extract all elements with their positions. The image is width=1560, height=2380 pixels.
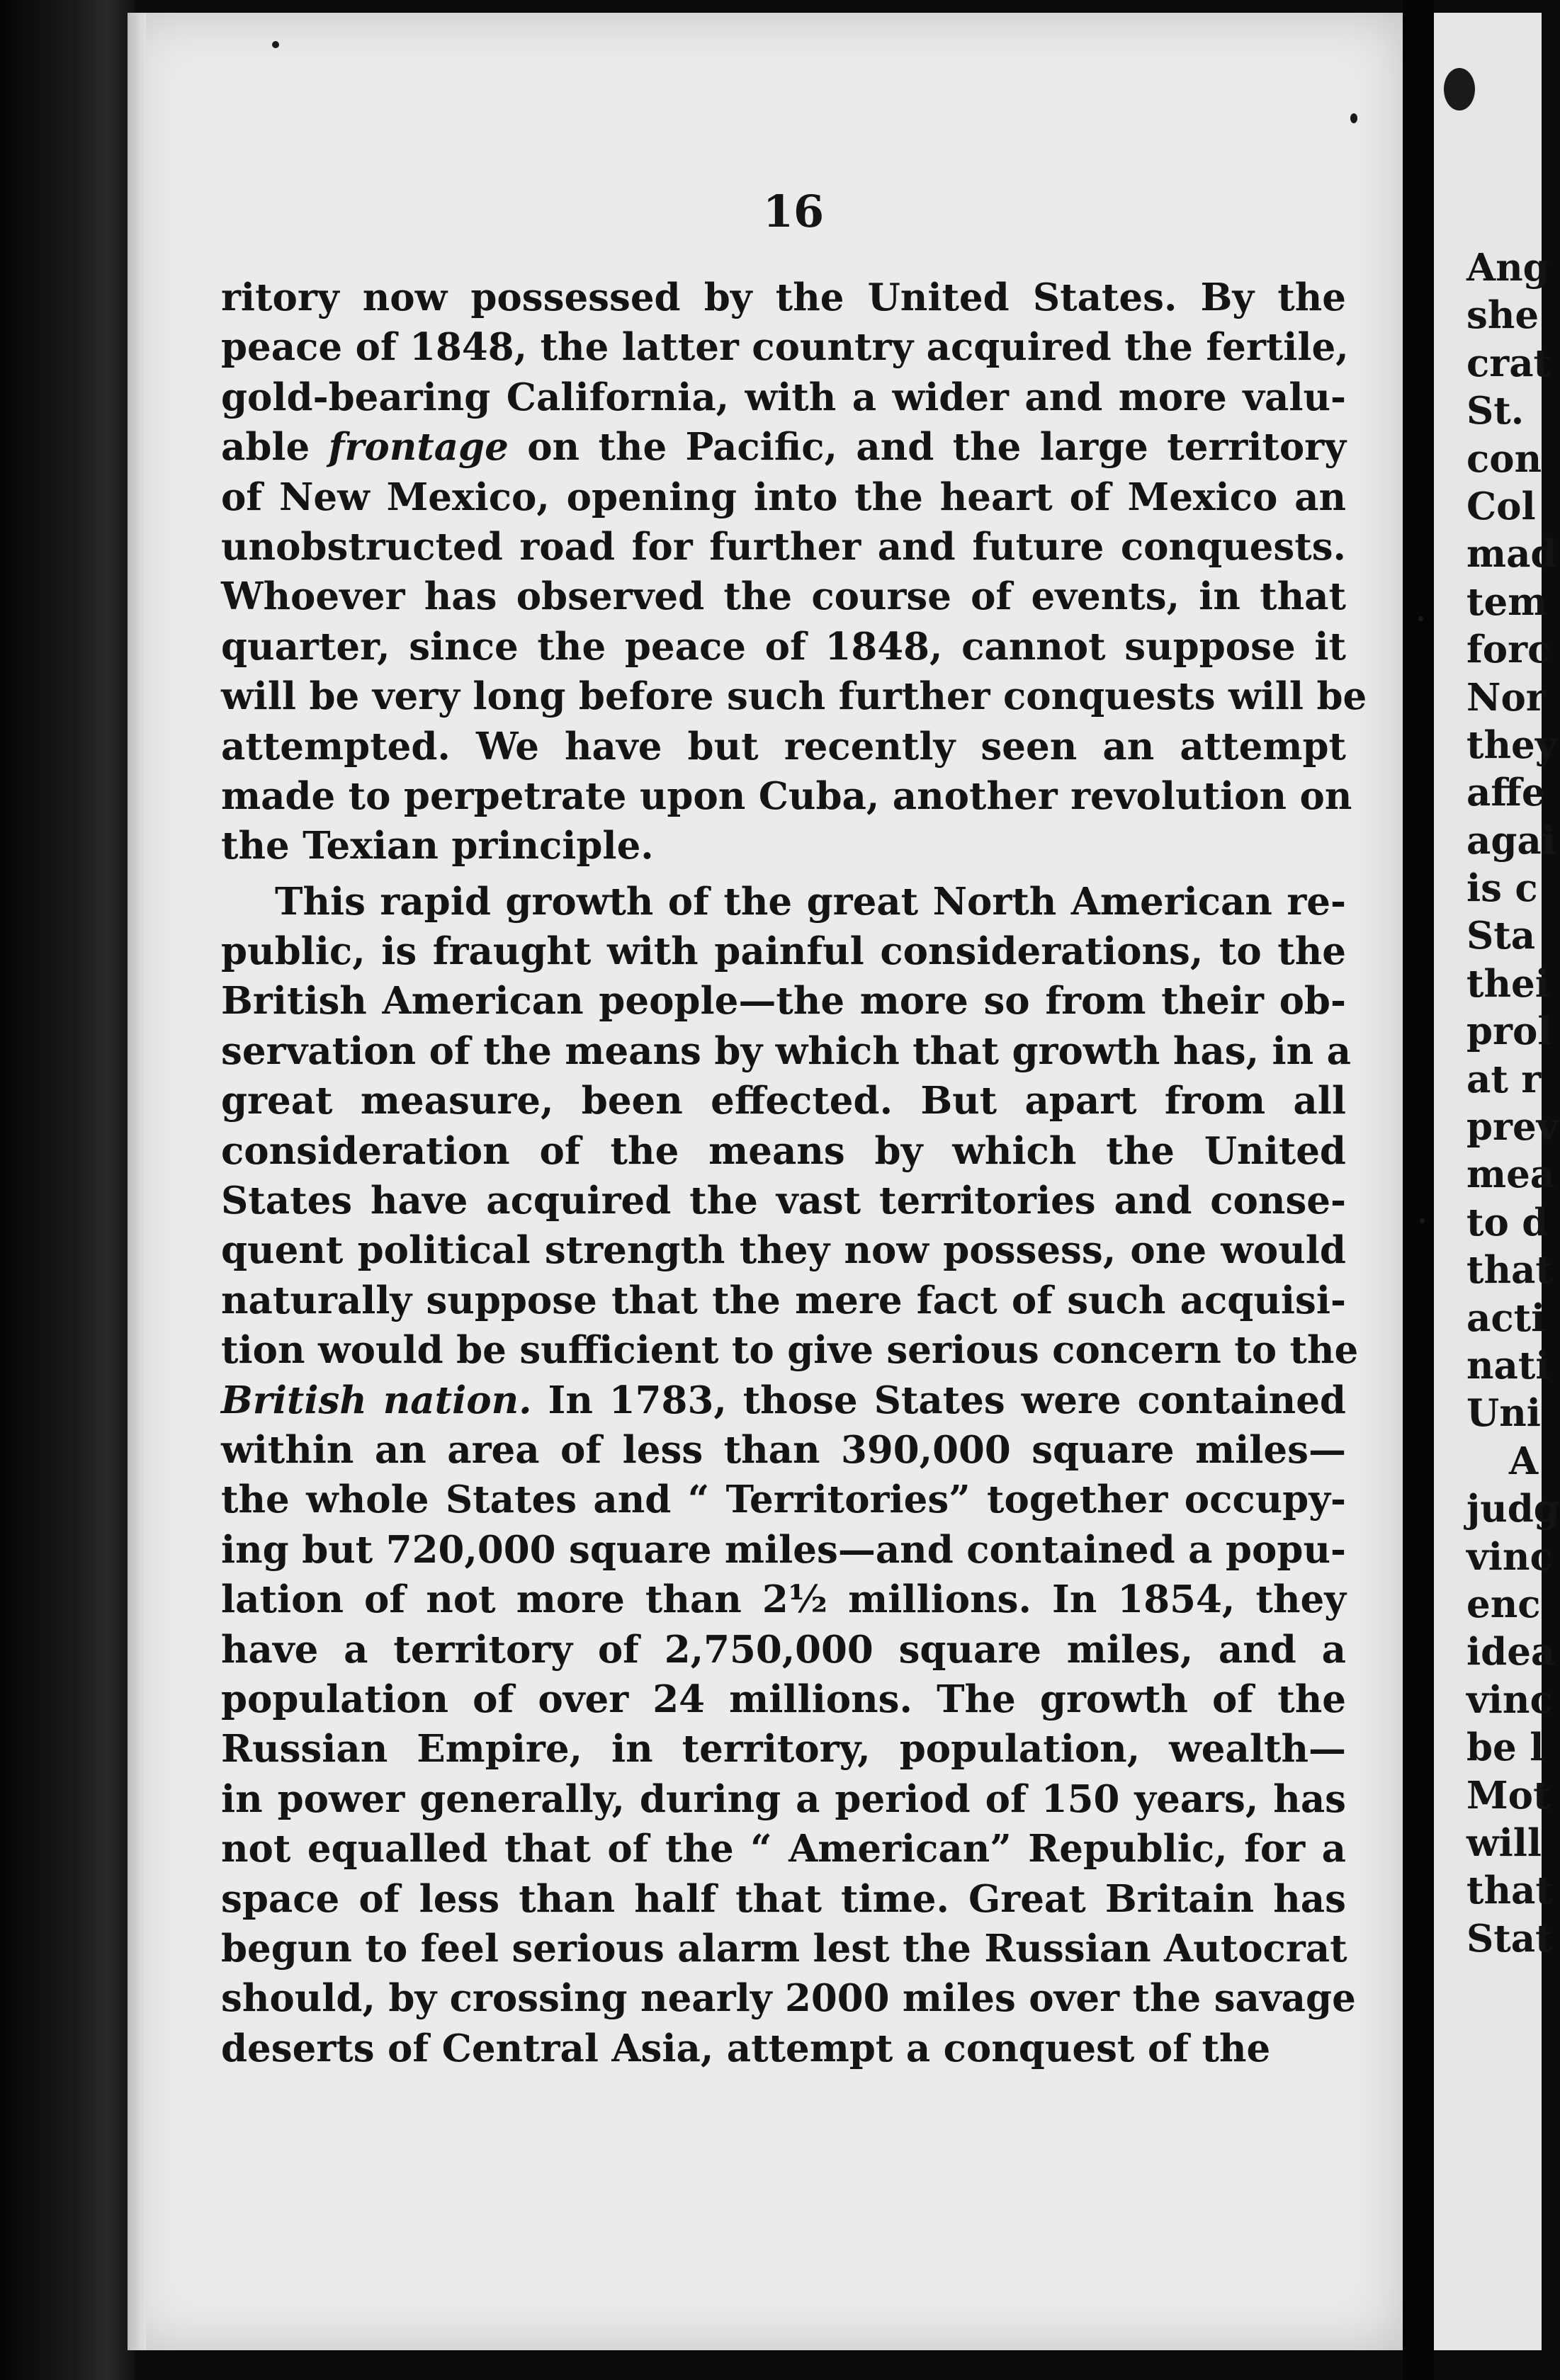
facing-text-line: acti — [1466, 1296, 1546, 1340]
italic-phrase: British nation. — [221, 1378, 532, 1422]
facing-text-line: vinc — [1466, 1534, 1553, 1579]
facing-text-line: that — [1466, 1869, 1553, 1913]
page-gutter — [1403, 0, 1434, 2380]
text-line: gold-bearing California, with a wider and more valu- — [221, 375, 1346, 419]
book-spine-shadow — [0, 0, 135, 2380]
facing-text-line: con — [1466, 436, 1542, 481]
facing-text-line: prol — [1466, 1009, 1552, 1054]
text-line: This rapid growth of the great North American re- — [275, 879, 1346, 924]
text-line: Whoever has observed the course of events, in that — [221, 574, 1346, 619]
text-line: quarter, since the peace of 1848, cannot suppose it — [221, 624, 1346, 669]
text-segment: In 1783, those States were contained — [531, 1378, 1346, 1422]
facing-text-line: St. — [1466, 389, 1525, 434]
text-line: deserts of Central Asia, attempt a conquest of the — [221, 2026, 1271, 2070]
text-line: British American people—the more so from their ob- — [221, 979, 1346, 1024]
text-line: ritory now possessed by the United States. By the — [221, 276, 1346, 319]
text-line: in power generally, during a period of 150 years, has — [221, 1776, 1346, 1821]
text-line: great measure, been effected. But apart from all — [221, 1079, 1346, 1123]
facing-text-line: tem — [1466, 579, 1548, 624]
facing-text-line: Uni — [1466, 1391, 1541, 1436]
facing-text-line: Stat — [1466, 1916, 1553, 1961]
text-line — [221, 1376, 1346, 1425]
page-number: 16 — [762, 186, 825, 237]
facing-text-line: judg — [1466, 1487, 1560, 1531]
text-line: public, is fraught with painful considerations, to the — [221, 929, 1346, 974]
text-line: the Texian principle. — [221, 824, 654, 868]
facing-text-line: Mot — [1466, 1773, 1551, 1818]
facing-text-line: to d — [1466, 1200, 1549, 1245]
text-line: peace of 1848, the latter country acquired the fertile, — [221, 325, 1349, 370]
text-line: of New Mexico, opening into the heart of Mexico an — [221, 475, 1346, 519]
text-line: consideration of the means by which the United — [221, 1128, 1346, 1173]
facing-text-line: mad — [1466, 532, 1557, 577]
text-line: the whole States and “ Territories” together occupy- — [221, 1478, 1346, 1522]
facing-text-line: affe — [1466, 771, 1546, 815]
body-text — [221, 273, 1367, 2073]
facing-text-line: vinc — [1466, 1677, 1553, 1722]
text-line: will be very long before such further conquests will be — [221, 674, 1367, 719]
text-line: within an area of less than 390,000 square miles— — [221, 1427, 1346, 1472]
facing-text-line: idea — [1466, 1630, 1556, 1674]
facing-text-line: A — [1509, 1439, 1539, 1483]
facing-text-line: that — [1466, 1248, 1553, 1293]
text-segment: on the Pacific, and the large territory — [508, 425, 1346, 470]
text-line: space of less than half that time. Great Britain has — [221, 1876, 1346, 1921]
facing-text-line: will — [1466, 1820, 1542, 1865]
text-line: made to perpetrate upon Cuba, another revolution on — [221, 774, 1352, 818]
text-line: unobstructed road for further and future conquests. — [221, 524, 1346, 569]
text-segment: able — [221, 425, 329, 470]
facing-text-line: is c — [1466, 866, 1538, 911]
facing-text-line: be l — [1466, 1726, 1544, 1770]
ink-speck — [272, 41, 279, 48]
text-line: quent political strength they now possess, one would — [221, 1228, 1346, 1273]
facing-text-line: Ang — [1466, 246, 1549, 290]
facing-text-line: Sta — [1466, 914, 1536, 958]
ink-speck — [1444, 68, 1475, 110]
facing-text-line: prev — [1466, 1105, 1559, 1150]
text-line: attempted. We have but recently seen an attempt — [221, 724, 1346, 769]
ink-speck — [1350, 113, 1357, 123]
text-line: naturally suppose that the mere fact of such acquisi- — [221, 1278, 1346, 1322]
text-line: population of over 24 millions. The growth of the — [221, 1677, 1346, 1721]
text-line: ing but 720,000 square miles—and contained a popu- — [221, 1527, 1346, 1572]
text-line: have a territory of 2,750,000 square miles, and a — [221, 1627, 1346, 1672]
facing-text-line: Col — [1466, 484, 1536, 528]
facing-text-line: they — [1466, 722, 1557, 767]
text-line — [221, 422, 1346, 472]
italic-phrase: frontage — [328, 425, 509, 470]
text-line: should, by crossing nearly 2000 miles over the savage — [221, 1976, 1356, 2021]
facing-text-line: nati — [1466, 1343, 1550, 1388]
ink-speck — [1420, 1218, 1425, 1223]
ink-speck — [1418, 616, 1423, 621]
facing-text-line: she — [1466, 293, 1539, 338]
text-line: servation of the means by which that growth has, in a — [221, 1028, 1351, 1073]
facing-text-line: at r — [1466, 1057, 1542, 1101]
facing-text-line: mea — [1466, 1152, 1555, 1197]
facing-page-text-fragment — [1466, 244, 1560, 1963]
text-line: begun to feel serious alarm lest the Russian Autocrat — [221, 1926, 1347, 1971]
text-line: tion would be sufficient to give serious concern to the — [221, 1328, 1359, 1373]
facing-text-line: enc — [1466, 1582, 1541, 1626]
page-binding-edge — [128, 13, 146, 2350]
facing-text-line: Nor — [1466, 675, 1546, 720]
facing-text-line: forc — [1466, 628, 1551, 672]
facing-text-line: agai — [1466, 818, 1556, 863]
text-line: lation of not more than 2½ millions. In 1854, they — [221, 1577, 1346, 1622]
text-line: not equalled that of the “ American” Republic, for a — [221, 1827, 1346, 1871]
facing-text-line: crat — [1466, 341, 1551, 385]
text-line: States have acquired the vast territories and conse- — [221, 1179, 1346, 1223]
facing-text-line: thei — [1466, 961, 1549, 1006]
text-line: Russian Empire, in territory, population, wealth— — [221, 1727, 1346, 1772]
